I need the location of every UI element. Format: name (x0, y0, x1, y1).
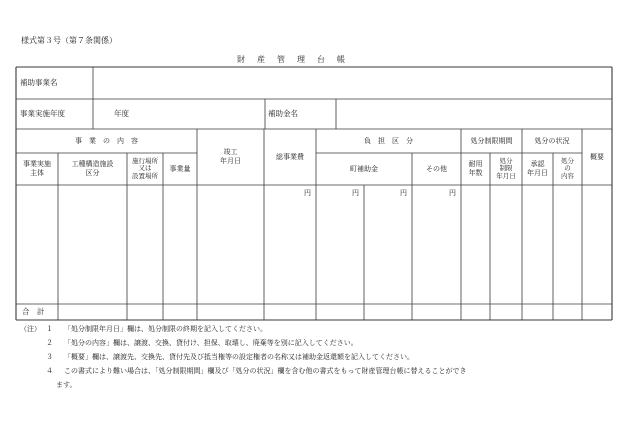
disposal-content-header: 処分 の 内容 (561, 156, 574, 180)
burden-group-header: 負 担 区 分 (364, 136, 413, 145)
unit-town-subsidy-2: 円 (400, 189, 407, 197)
note-text-2: 「処分の内容」欄は、譲渡、交換、貸付け、担保、取壊し、廃棄等を別に記入してください。 (64, 339, 358, 347)
note-text-1: 「処分制限年月日」欄は、処分制限の終期を記入してください。 (64, 325, 267, 333)
note-num-1: １ (46, 325, 53, 333)
restriction-date-header: 処分 制限 年月日 (496, 156, 516, 180)
actor-header: 事業実施 主体 (23, 160, 51, 177)
location-header: 施行場所 又は 設置場所 (132, 156, 158, 180)
total-label: 合 計 (22, 307, 45, 316)
subsidy-name-label: 補助金名 (268, 109, 298, 118)
notes-label: （注） (20, 325, 41, 333)
year-suffix: 年度 (114, 109, 129, 118)
note-num-4: ４ (46, 367, 53, 375)
quantity-header: 事業量 (169, 164, 191, 173)
useful-life-header: 耐用 年数 (468, 160, 483, 177)
remarks-header: 概要 (590, 152, 604, 161)
disposal-group-header: 処分の状況 (534, 136, 570, 145)
unit-total-cost: 円 (304, 189, 311, 197)
content-group-header: 事 業 の 内 容 (75, 136, 138, 145)
town-subsidy-header: 町補助金 (350, 164, 378, 173)
restriction-group-header: 処分制限期間 (470, 136, 513, 145)
approval-date-header: 承認 年月日 (527, 160, 548, 177)
note-text-3: 「概要」欄は、譲渡先、交換先、貸付先及び抵当権等の設定権者の名称又は補助金返還額を記入してください。 (64, 353, 414, 361)
note-continuation: ます。 (56, 381, 77, 389)
note-num-3: ３ (46, 353, 53, 361)
project-name-label: 補助事業名 (20, 78, 58, 87)
other-header: その他 (426, 164, 447, 173)
form-label: 様式第３号（第７条関係） (21, 36, 117, 45)
type-header: 工種構造施設 区分 (71, 160, 114, 177)
total-cost-header: 総事業費 (276, 152, 304, 161)
note-text-4: この書式により難い場合は、「処分制限期間」欄及び「処分の状況」欄を含む他の書式をもって財産管理台帳に替えることができ (64, 367, 467, 375)
completion-date-header: 竣工 年月日 (220, 148, 241, 165)
document-title: 財 産 管 理 台 帳 (237, 55, 347, 64)
unit-town-subsidy-1: 円 (352, 189, 359, 197)
unit-other: 円 (449, 189, 456, 197)
year-label: 事業実施年度 (20, 109, 65, 118)
note-num-2: ２ (46, 339, 53, 347)
